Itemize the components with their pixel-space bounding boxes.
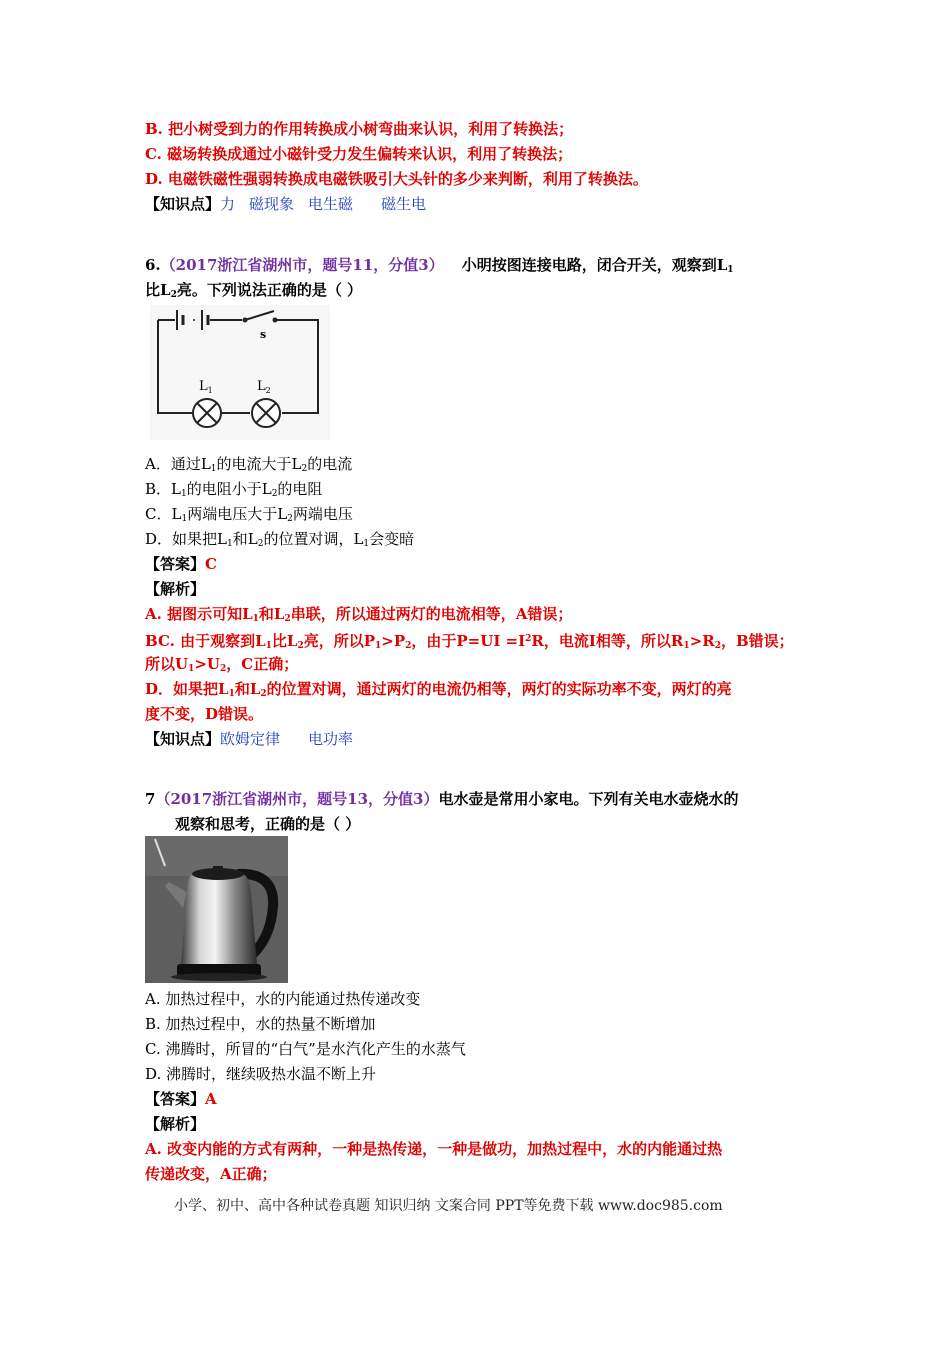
electric-kettle-photo [145, 836, 288, 983]
q6-option-a: A．通过$L_1$的电流大于$L_2$的电流 [145, 455, 353, 474]
q6-analysis-a: A. 据图示可知$L_1$和$L_2$串联，所以通过两灯的电流相等，A错误； [145, 605, 573, 624]
q6-stem-line1: 6.（2017浙江省湖州市，题号11，分值3） 小明按图连接电路，闭合开关，观察到$L_1$ [145, 256, 734, 275]
q5-option-c: C. 磁场转换成通过小磁针受力发生偏转来认识，利用了转换法； [145, 145, 573, 163]
kp-item: 磁生电 [381, 195, 427, 213]
q7-analysis-a-line2: 传递改变，A正确； [145, 1165, 277, 1183]
q6-stem-line2: 比$L_2$亮。下列说法正确的是（ ） [145, 281, 363, 300]
q7-option-a: A. 加热过程中，水的内能通过热传递改变 [145, 990, 421, 1008]
q7-option-c: C. 沸腾时，所冒的“白气”是水汽化产生的水蒸气 [145, 1040, 466, 1058]
q6-answer [145, 554, 217, 574]
q6-analysis-d-line2: 度不变，D错误。 [145, 705, 264, 723]
kp-item: 电功率 [308, 730, 354, 748]
q6-analysis-bc-line1: BC. 由于观察到$L_1$比$L_2$亮，所以$P_1>P_2$，由于$P=UI =I^2R$，电流I相等，所以$R_1>R_2$，B错误； [145, 632, 794, 651]
q7-answer [145, 1089, 217, 1109]
q7-stem-line2: 观察和思考，正确的是（ ） [175, 815, 361, 833]
q6-analysis-bc-line2: 所以$U_1>U_2$，C正确； [145, 655, 299, 674]
q6-source: （2017浙江省湖州市，题号11，分值3） [160, 256, 444, 274]
answer-value: A [205, 1090, 217, 1108]
lamp-l2-label: $L_2$ [257, 379, 271, 395]
q7-analysis-label: 【解析】 [145, 1115, 206, 1133]
lamp-l1-label: $L_1$ [199, 379, 213, 395]
q7-source: （2017浙江省湖州市，题号13，分值3） [155, 790, 439, 808]
kp-item: 电生磁 [308, 195, 354, 213]
q6-option-b: B．$L_1$的电阻小于$L_2$的电阻 [145, 480, 323, 499]
switch-label: s [260, 328, 267, 341]
q5-option-d: D. 电磁铁磁性强弱转换成电磁铁吸引大头针的多少来判断，利用了转换法。 [145, 170, 648, 188]
q7-option-b: B. 加热过程中，水的热量不断增加 [145, 1015, 376, 1033]
q5-option-b: B. 把小树受到力的作用转换成小树弯曲来认识，利用了转换法； [145, 120, 574, 138]
kp-label: 【知识点】 [145, 195, 221, 213]
q7-stem-line1: 7（2017浙江省湖州市，题号13，分值3）电水壶是常用小家电。下列有关电水壶烧水的 [145, 790, 739, 808]
q6-option-c: C．$L_1$两端电压大于$L_2$两端电压 [145, 505, 353, 524]
kp-label: 【知识点】 [145, 730, 221, 748]
answer-label: 【答案】 [145, 555, 206, 573]
q7-analysis-a-line1: A. 改变内能的方式有两种，一种是热传递，一种是做功，加热过程中，水的内能通过热 [145, 1140, 723, 1158]
page-footer: 小学、初中、高中各种试卷真题 知识归纳 文案合同 PPT等免费下载 www.doc985.com [174, 1198, 723, 1214]
q6-analysis-d-line1: D．如果把$L_1$和$L_2$的位置对调，通过两灯的电流仍相等，两灯的实际功率不变，两灯的亮 [145, 680, 732, 699]
kp-item: 磁现象 [249, 195, 295, 213]
kp-item: 欧姆定律 [220, 730, 281, 748]
q6-option-d: D．如果把$L_1$和$L_2$的位置对调，$L_1$会变暗 [145, 530, 415, 549]
q5-knowledge-points [145, 194, 426, 214]
q7-number: 7 [145, 790, 156, 808]
answer-label: 【答案】 [145, 1090, 206, 1108]
q7-option-d: D. 沸腾时，继续吸热水温不断上升 [145, 1065, 377, 1083]
kp-item: 力 [220, 195, 236, 213]
circuit-diagram [150, 305, 330, 440]
q6-analysis-label: 【解析】 [145, 580, 206, 598]
q6-number: 6. [145, 256, 161, 274]
q6-knowledge-points [145, 729, 353, 749]
answer-value: C [205, 555, 217, 573]
